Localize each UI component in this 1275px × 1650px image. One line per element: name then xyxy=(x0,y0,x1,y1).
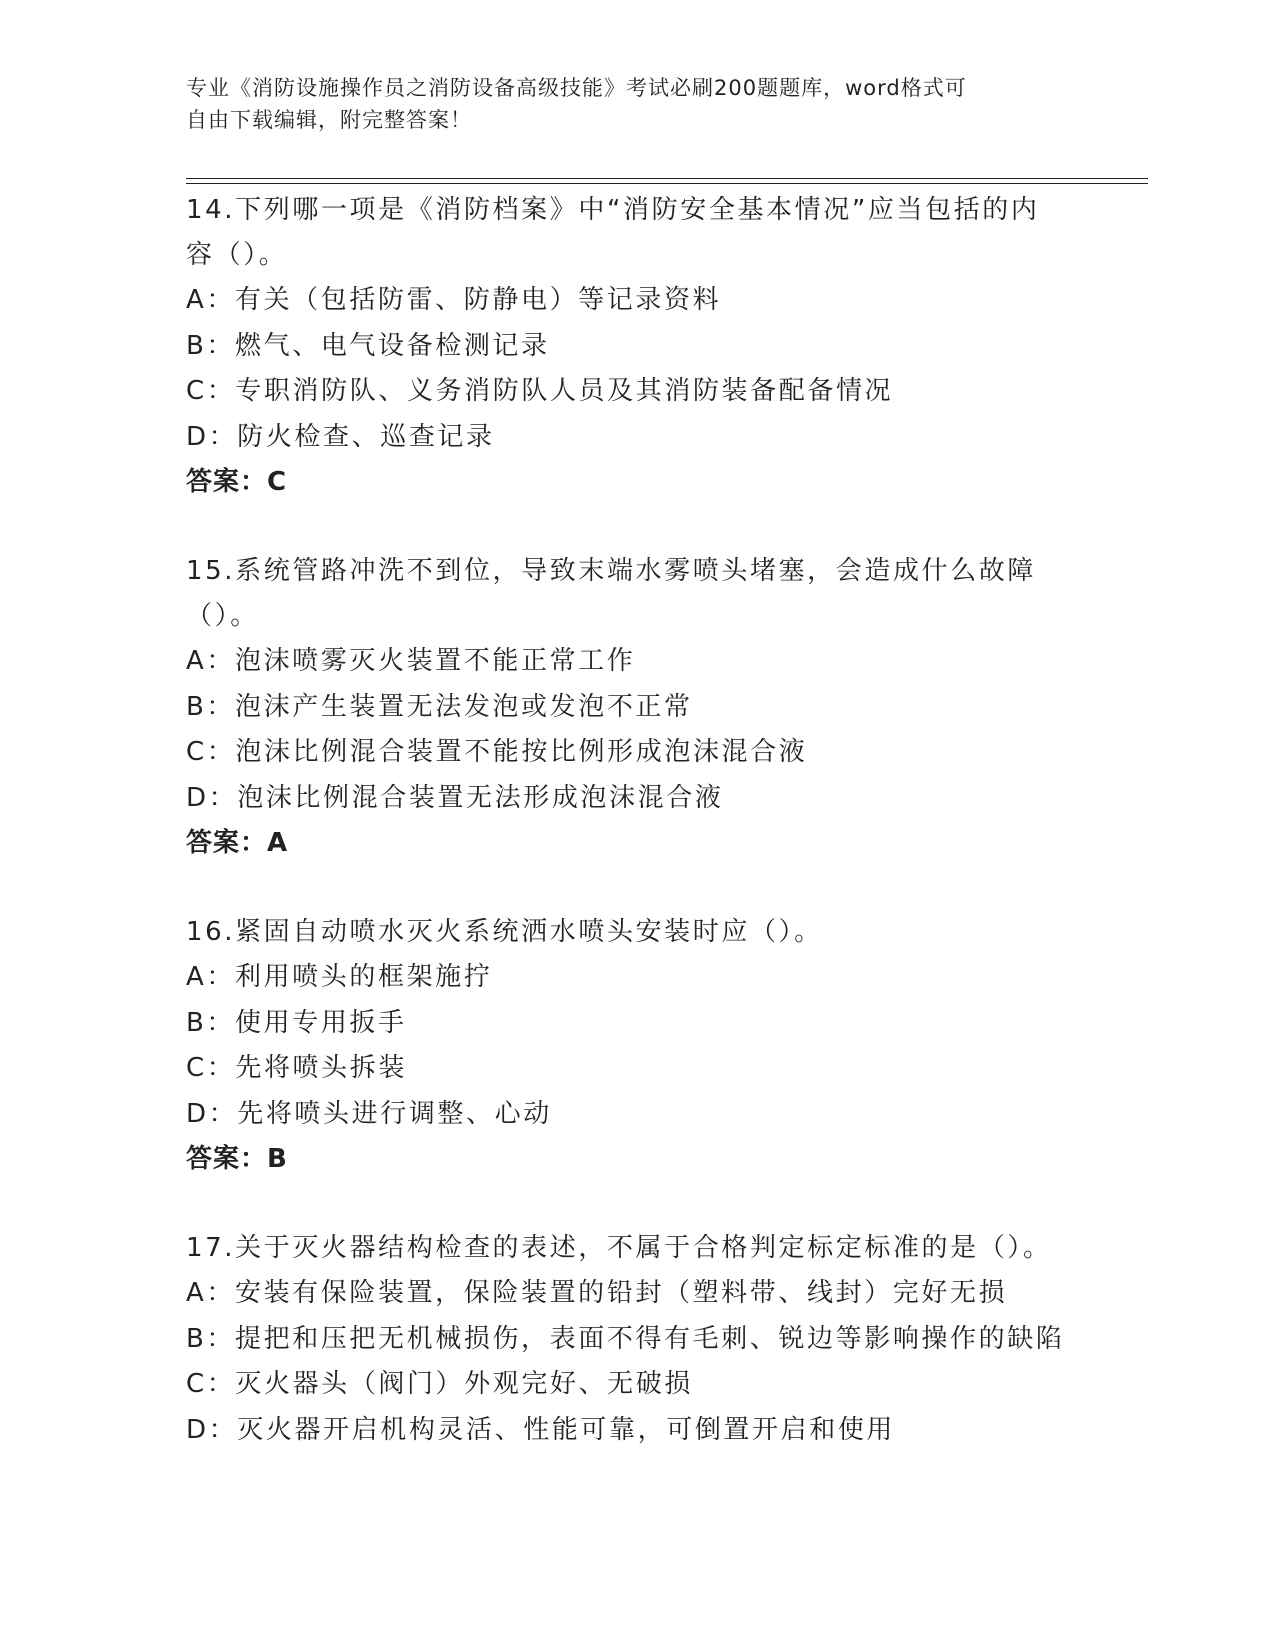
document-header xyxy=(186,72,1066,136)
question-stem: 16.紧固自动喷水灭火系统洒水喷头安装时应（）。 xyxy=(186,917,823,947)
option-a: A：安装有保险装置，保险装置的铅封（塑料带、线封）完好无损 xyxy=(186,1278,1008,1308)
header-line-1: 专业《消防设施操作员之消防设备高级技能》考试必刷200题题库，word格式可 xyxy=(186,76,967,100)
option-c: C：灭火器头（阀门）外观完好、无破损 xyxy=(186,1369,693,1399)
question-stem: 14.下列哪一项是《消防档案》中“消防安全基本情况”应当包括的内容（）。 xyxy=(186,195,1040,270)
answer-line: 答案：B xyxy=(186,1144,288,1174)
question-16 xyxy=(186,910,1086,1182)
option-a: A：泡沫喷雾灭火装置不能正常工作 xyxy=(186,646,636,676)
option-c: C：专职消防队、义务消防队人员及其消防装备配备情况 xyxy=(186,376,894,406)
option-b: B：泡沫产生装置无法发泡或发泡不正常 xyxy=(186,691,693,722)
option-c: C：先将喷头拆装 xyxy=(186,1053,407,1083)
option-c: C：泡沫比例混合装置不能按比例形成泡沫混合液 xyxy=(186,737,808,767)
answer-line: 答案：C xyxy=(186,467,288,497)
option-d: D：防火检查、巡查记录 xyxy=(186,421,495,452)
header-rule-bottom xyxy=(186,183,1148,184)
header-line-2: 自由下载编辑，附完整答案！ xyxy=(186,108,472,132)
option-d: D：灭火器开启机构灵活、性能可靠，可倒置开启和使用 xyxy=(186,1414,896,1445)
question-list xyxy=(186,188,1086,1453)
answer-line: 答案：A xyxy=(186,828,289,858)
header-rule-top xyxy=(186,178,1148,179)
option-b: B：使用专用扳手 xyxy=(186,1007,407,1038)
question-15 xyxy=(186,549,1086,866)
question-stem: 17.关于灭火器结构检查的表述，不属于合格判定标定标准的是（）。 xyxy=(186,1233,1052,1263)
question-14 xyxy=(186,188,1086,505)
option-a: A：有关（包括防雷、防静电）等记录资料 xyxy=(186,285,722,315)
option-a: A：利用喷头的框架施拧 xyxy=(186,962,493,992)
question-stem: 15.系统管路冲洗不到位，导致末端水雾喷头堵塞，会造成什么故障（）。 xyxy=(186,556,1036,631)
option-d: D：先将喷头进行调整、心动 xyxy=(186,1098,552,1129)
option-b: B：燃气、电气设备检测记录 xyxy=(186,330,550,361)
option-b: B：提把和压把无机械损伤，表面不得有毛刺、锐边等影响操作的缺陷 xyxy=(186,1323,1065,1354)
question-17 xyxy=(186,1226,1086,1453)
option-d: D：泡沫比例混合装置无法形成泡沫混合液 xyxy=(186,782,724,813)
